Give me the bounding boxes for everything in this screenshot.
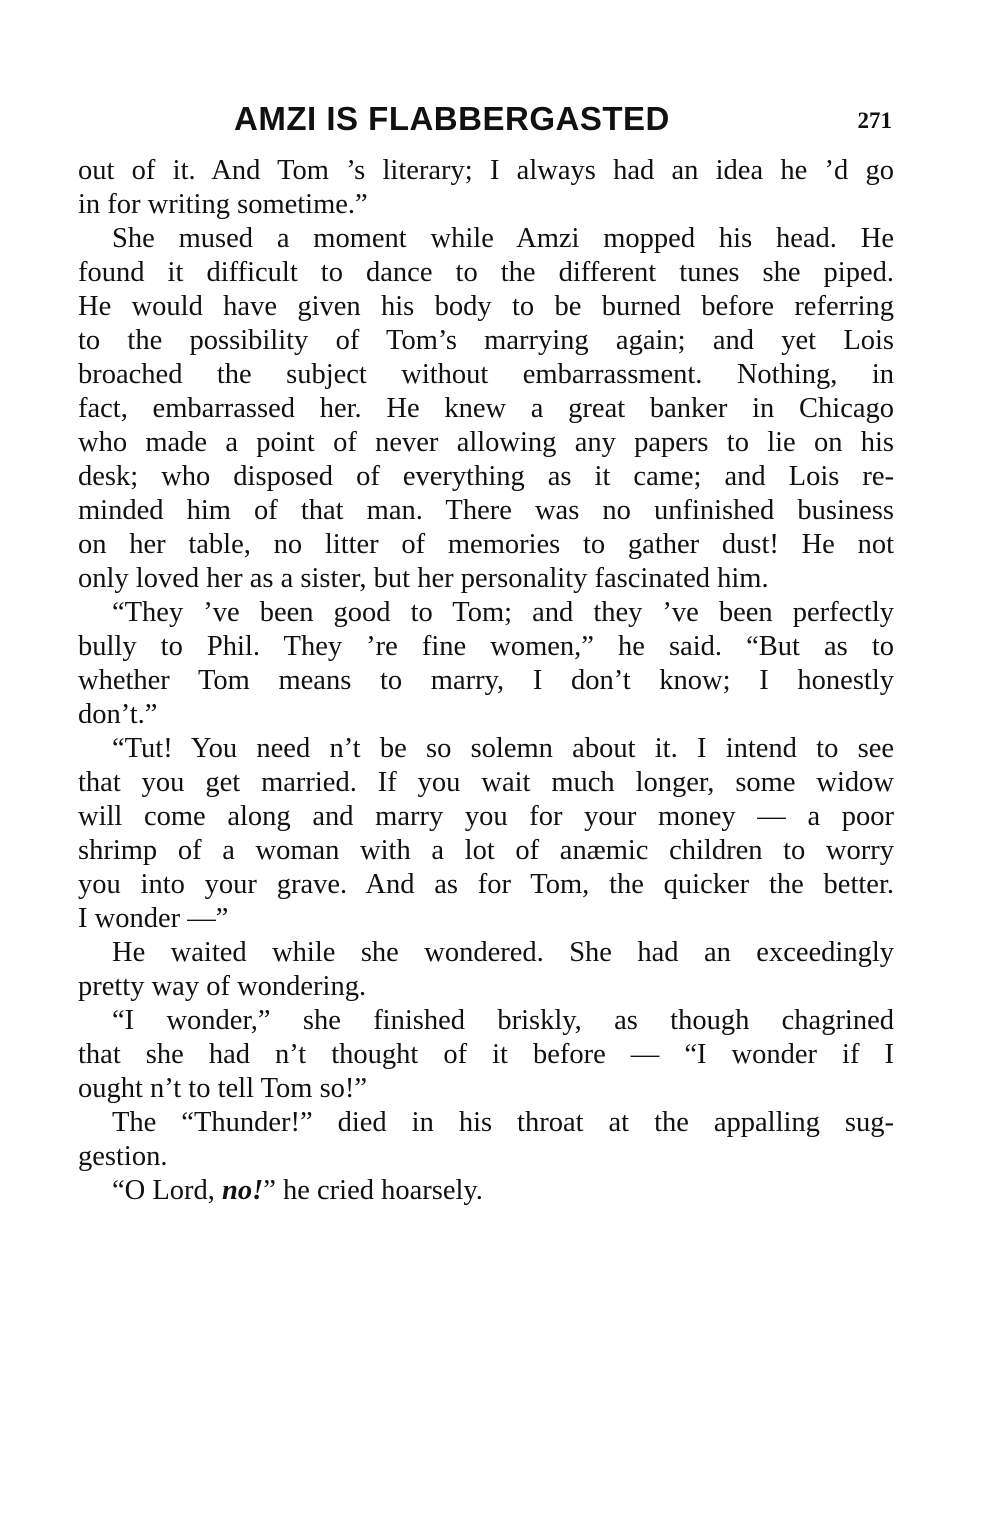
text-line: don’t.”	[78, 699, 158, 730]
text-line: gestion.	[78, 1141, 168, 1172]
text-line: shrimp of a woman with a lot of anæmic children to worry	[78, 835, 894, 866]
text-line: in for writing sometime.”	[78, 189, 368, 220]
text-line: He would have given his body to be burned before referring	[78, 291, 894, 322]
text-line: The “Thunder!” died in his throat at the appalling sug-	[112, 1107, 894, 1138]
text-line: that she had n’t thought of it before — “I wonder if I	[78, 1039, 894, 1070]
text-line: whether Tom means to marry, I don’t know; I honestly	[78, 665, 894, 696]
final-line-end: ” he cried hoarsely.	[263, 1175, 483, 1206]
text-line: to the possibility of Tom’s marrying again; and yet Lois	[78, 325, 894, 356]
text-line: “I wonder,” she finished briskly, as though chagrined	[112, 1005, 894, 1036]
text-line: “Tut! You need n’t be so solemn about it. I intend to see	[112, 733, 894, 764]
text-line: I wonder —”	[78, 903, 229, 934]
text-line: “They ’ve been good to Tom; and they ’ve been perfectly	[112, 597, 894, 628]
text-line: broached the subject without embarrassment. Nothing, in	[78, 359, 894, 390]
text-line: pretty way of wondering.	[78, 971, 367, 1002]
text-line: He waited while she wondered. She had an exceedingly	[112, 937, 894, 968]
text-line: you into your grave. And as for Tom, the quicker the better.	[78, 869, 894, 900]
page-number: 271	[857, 108, 892, 133]
text-line: out of it. And Tom ’s literary; I always had an idea he ’d go	[78, 155, 894, 186]
text-line: She mused a moment while Amzi mopped his head. He	[112, 223, 894, 254]
text-line: found it difficult to dance to the different tunes she piped.	[78, 257, 894, 288]
final-line-start: “O Lord,	[112, 1175, 223, 1206]
text-line: fact, embarrassed her. He knew a great banker in Chicago	[78, 393, 894, 424]
page-header	[78, 94, 894, 144]
body-text	[78, 154, 894, 1208]
text-line: on her table, no litter of memories to gather dust! He not	[78, 529, 894, 560]
text-line: desk; who disposed of everything as it came; and Lois re-	[78, 461, 894, 492]
running-head: AMZI IS FLABBERGASTED	[234, 100, 670, 137]
emphasized-word: no!	[222, 1175, 264, 1206]
text-line: only loved her as a sister, but her personality fascinated him.	[78, 563, 769, 594]
text-line: bully to Phil. They ’re fine women,” he said. “But as to	[78, 631, 894, 662]
text-line: will come along and marry you for your money — a poor	[78, 801, 894, 832]
text-line: that you get married. If you wait much longer, some widow	[78, 767, 894, 798]
text-line: who made a point of never allowing any papers to lie on his	[78, 427, 894, 458]
text-line: minded him of that man. There was no unfinished business	[78, 495, 894, 526]
final-text-line	[78, 1174, 894, 1208]
text-line: ought n’t to tell Tom so!”	[78, 1073, 368, 1104]
